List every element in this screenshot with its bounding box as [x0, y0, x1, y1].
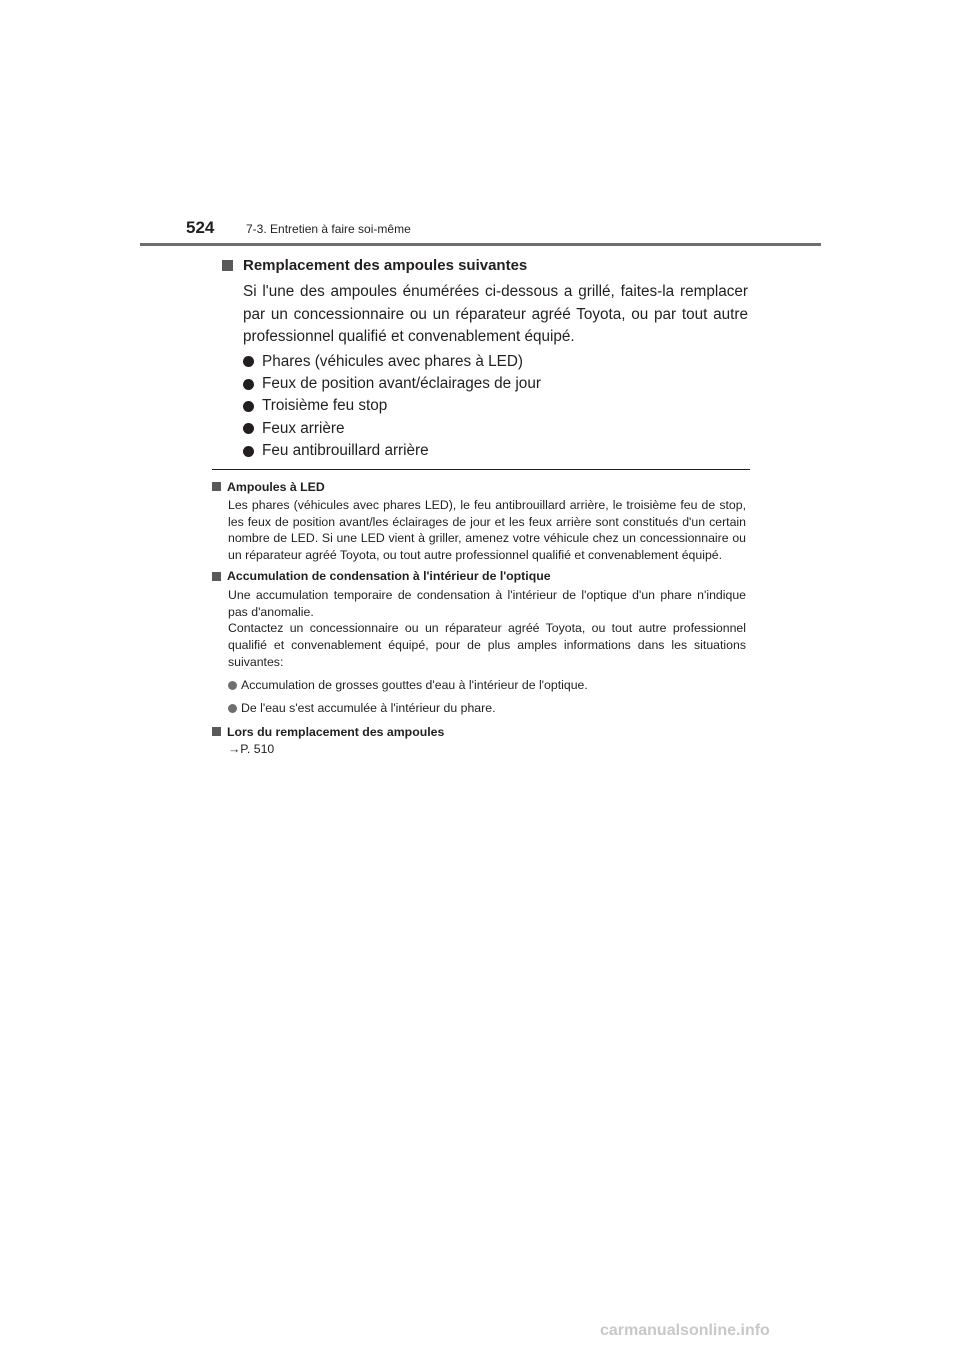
- note-heading: [212, 478, 746, 495]
- watermark: carmanualsonline.info: [600, 1322, 770, 1339]
- list-item-label: De l'eau s'est accumulée à l'intérieur du phare.: [241, 701, 496, 716]
- list-item-label: Troisième feu stop: [262, 397, 388, 415]
- main-heading: [222, 255, 748, 275]
- list-item: [243, 395, 748, 417]
- square-bullet-icon: [212, 572, 221, 581]
- circle-bullet-icon: [243, 423, 254, 434]
- list-item: [243, 418, 748, 440]
- note-body: [228, 497, 746, 564]
- square-bullet-icon: [222, 260, 233, 271]
- note-heading-text: Accumulation de condensation à l'intérieur de l'optique: [227, 569, 551, 584]
- list-item-label: Feux arrière: [262, 419, 345, 437]
- note-heading-text: Lors du remplacement des ampoules: [227, 724, 445, 739]
- list-item-label: Accumulation de grosses gouttes d'eau à l'intérieur de l'optique.: [241, 678, 588, 693]
- header-rule: [140, 243, 821, 246]
- square-bullet-icon: [212, 727, 221, 736]
- note-paragraph: Une accumulation temporaire de condensation à l'intérieur de l'optique d'un phare n'indique pas d'anomalie.: [228, 587, 746, 619]
- circle-bullet-icon: [243, 401, 254, 412]
- list-item: [243, 373, 748, 395]
- list-item-label: Feux de position avant/éclairages de jour: [262, 375, 541, 393]
- circle-bullet-icon: [228, 681, 237, 690]
- main-heading-text: Remplacement des ampoules suivantes: [243, 256, 528, 274]
- circle-bullet-icon: [243, 356, 254, 367]
- bulb-list: [243, 351, 748, 463]
- note-heading: [212, 568, 746, 585]
- note-heading-text: Ampoules à LED: [227, 479, 325, 494]
- square-bullet-icon: [212, 482, 221, 491]
- list-item-label: Phares (véhicules avec phares à LED): [262, 352, 524, 370]
- circle-bullet-icon: [243, 446, 254, 457]
- section-title: 7-3. Entretien à faire soi-même: [246, 222, 411, 236]
- list-item: [228, 677, 746, 693]
- page-number: 524: [186, 218, 215, 237]
- notes-section: [212, 478, 746, 760]
- main-section: [222, 255, 748, 462]
- note-led-bulbs: [212, 478, 746, 564]
- note-bullet-list: [228, 677, 746, 716]
- note-heading: [212, 723, 746, 740]
- note-replacing-bulbs: [212, 723, 746, 756]
- page-reference: →P. 510: [228, 742, 275, 757]
- list-item: [228, 700, 746, 716]
- note-paragraph: Contactez un concessionnaire ou un réparateur agréé Toyota, ou tout autre professionnel qualifié et convenablement équipé, pour de plus amples informations dans les situations suivantes:: [228, 621, 746, 669]
- main-paragraph: Si l'une des ampoules énumérées ci-dessous a grillé, faites-la remplacer par un concessionnaire ou un réparateur agréé Toyota, ou par tout autre professionnel qualifié et convenablement équipé.: [243, 283, 748, 345]
- note-paragraph: Les phares (véhicules avec phares LED), le feu antibrouillard arrière, le troisième feu de stop, les feux de position avant/les éclairages de jour et les feux arrière sont constitués d'un certain nombre de LED. Si une LED vient à griller, amenez votre véhicule chez un concessionnaire ou un réparateur agréé Toyota, ou tout autre professionnel qualifié et convenablement équipé.: [228, 498, 746, 563]
- circle-bullet-icon: [228, 704, 237, 713]
- notes-divider: [212, 469, 750, 470]
- note-body: [228, 587, 746, 671]
- list-item: [243, 351, 748, 373]
- list-item: [243, 440, 748, 462]
- note-condensation: [212, 568, 746, 717]
- list-item-label: Feu antibrouillard arrière: [262, 442, 429, 460]
- circle-bullet-icon: [243, 379, 254, 390]
